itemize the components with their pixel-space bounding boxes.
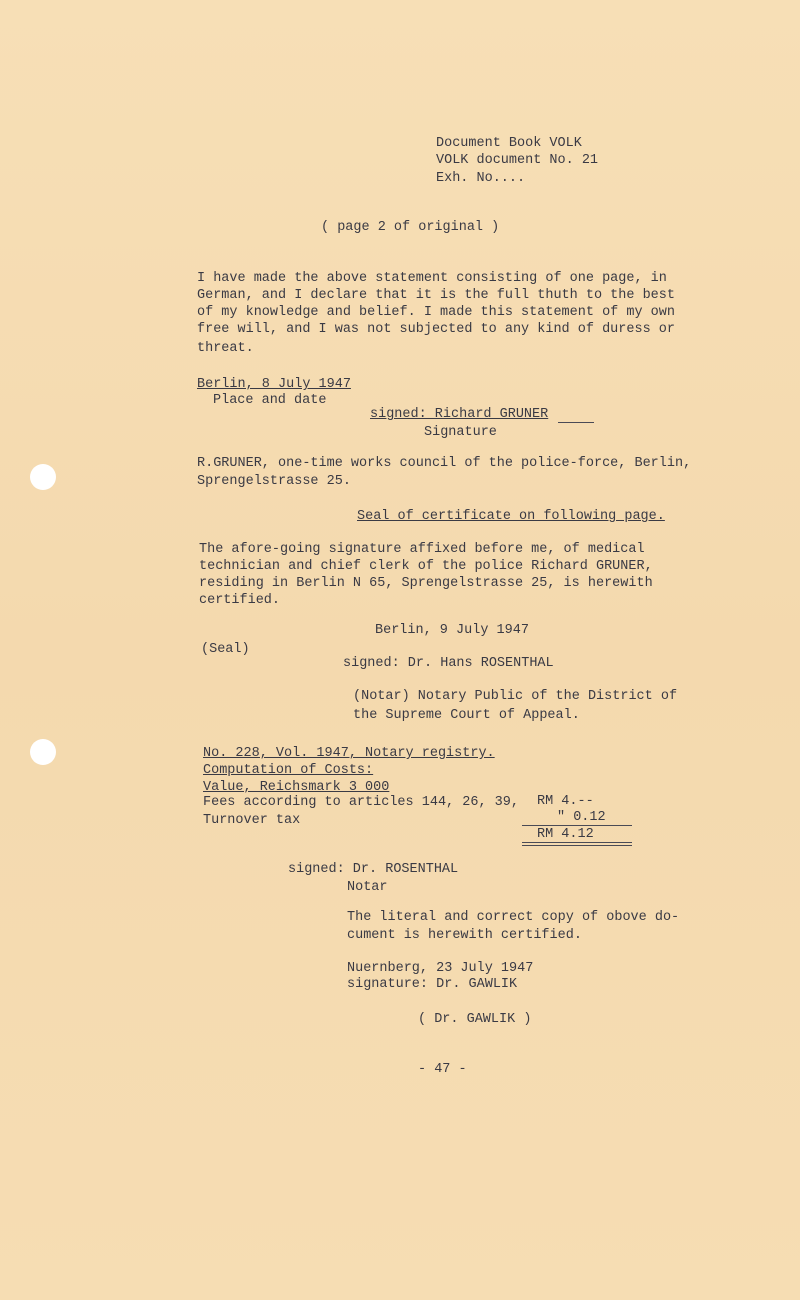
registry: No. 228, Vol. 1947, Notary registry.	[203, 746, 495, 761]
certification-line: technician and chief clerk of the police Richard GRUNER,	[199, 559, 653, 574]
total-rule	[522, 842, 632, 843]
punch-hole	[30, 464, 56, 490]
gawlik-name: ( Dr. GAWLIK )	[418, 1012, 532, 1027]
punch-hole	[30, 739, 56, 765]
seal-note: Seal of certificate on following page.	[357, 509, 665, 524]
turnover-amount: " 0.12	[557, 810, 606, 825]
statement-line: threat.	[197, 341, 254, 356]
certification-line: residing in Berlin N 65, Sprengelstrasse 25, is herewith	[199, 576, 653, 591]
value: Value, Reichsmark 3 000	[203, 780, 390, 795]
seal: (Seal)	[201, 642, 250, 657]
statement-line: of my knowledge and belief. I made this statement of my own	[197, 305, 675, 320]
berlin-date: Berlin, 9 July 1947	[375, 623, 529, 638]
signature-gawlik: signature: Dr. GAWLIK	[347, 977, 518, 992]
signed-rosenthal-2: signed: Dr. ROSENTHAL	[288, 862, 459, 877]
header-line-3: Exh. No....	[436, 171, 526, 186]
signed-gruner: signed: Richard GRUNER	[370, 407, 549, 422]
statement-line: I have made the above statement consisting of one page, in	[197, 271, 667, 286]
page-note: ( page 2 of original )	[321, 220, 500, 235]
notary-line: (Notar) Notary Public of the District of	[353, 689, 678, 704]
page-number: - 47 -	[418, 1062, 467, 1077]
statement-line: German, and I declare that it is the full thuth to the best	[197, 288, 675, 303]
certification-line: certified.	[199, 593, 281, 608]
notar: Notar	[347, 880, 388, 895]
gruner-info-line: R.GRUNER, one-time works council of the police-force, Berlin,	[197, 456, 692, 471]
total-rule	[522, 845, 632, 846]
fees-amount: RM 4.--	[537, 794, 594, 809]
certification-line: The afore-going signature affixed before me, of medical	[199, 542, 645, 557]
computation: Computation of Costs:	[203, 763, 374, 778]
signed-rosenthal: signed: Dr. Hans ROSENTHAL	[343, 656, 554, 671]
total-amount: RM 4.12	[537, 827, 594, 842]
nuernberg-date: Nuernberg, 23 July 1947	[347, 961, 534, 976]
header-line-2: VOLK document No. 21	[436, 153, 599, 168]
fees: Fees according to articles 144, 26, 39,	[203, 795, 519, 810]
header-line-1: Document Book VOLK	[436, 136, 582, 151]
statement-line: free will, and I was not subjected to any kind of duress or	[197, 322, 675, 337]
place-date-label: Place and date	[213, 393, 327, 408]
copy-cert-line: The literal and correct copy of obove do-	[347, 910, 680, 925]
signature-rule	[558, 422, 594, 423]
copy-cert-line: cument is herewith certified.	[347, 928, 582, 943]
signature-label: Signature	[424, 425, 497, 440]
place-date: Berlin, 8 July 1947	[197, 377, 351, 392]
notary-line: the Supreme Court of Appeal.	[353, 708, 580, 723]
gruner-info-line: Sprengelstrasse 25.	[197, 474, 351, 489]
turnover: Turnover tax	[203, 813, 301, 828]
